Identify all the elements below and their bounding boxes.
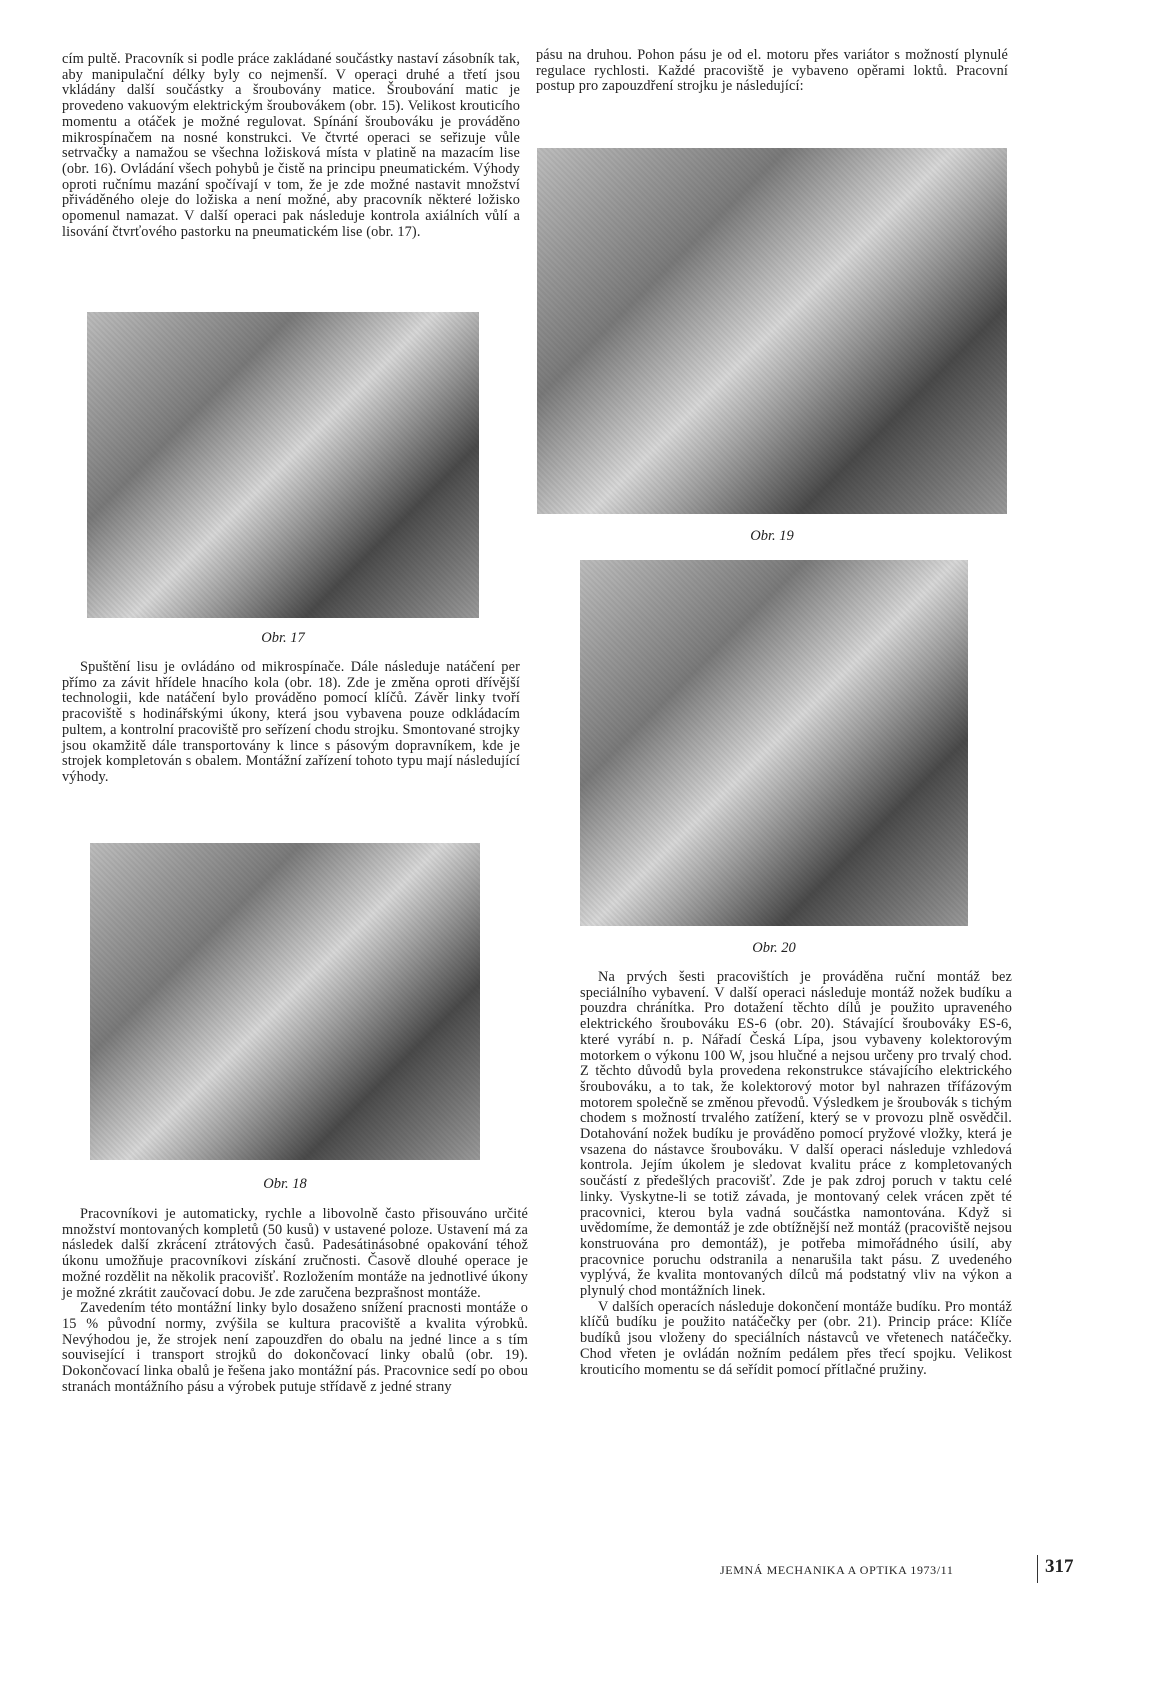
left-column-bottom — [62, 1207, 528, 1395]
caption-obr-20: Obr. 20 — [752, 940, 796, 956]
left-column-top — [62, 52, 520, 240]
paragraph: cím pultě. Pracovník si podle práce zakládané součástky nastaví zásobník tak, aby manipulační délky byly co nejmenší. V operaci druhé a třetí jsou vkládány další součástky a šroubovány matice. Šroubování matic je provedeno vakuovým elektrickým šroubovákem (obr. 15). Velikost krouticího momentu a otáček je možné regulovat. Spínání šroubováku je prováděno mikrospínačem na nosné konstrukci. Ve čtvrté operaci se seřizuje vůle setrvačky a namažou se všechna ložisková místa v platině na mazacím lise (obr. 16). Ovládání všech pohybů je čistě na principu pneumatickém. Výhody oproti ručnímu mazání spočívají v tom, že je zde možné nastavit množství přiváděného oleje do ložiska a není možné, aby pracovník některé ložisko opomenul namazat. V další operaci pak následuje kontrola axiálních vůlí a lisování čtvrťového pastorku na pneumatickém lise (obr. 17). — [62, 51, 520, 240]
caption-obr-19: Obr. 19 — [750, 528, 794, 544]
page-number: 317 — [1045, 1556, 1074, 1577]
paragraph: pásu na druhou. Pohon pásu je od el. motoru přes variátor s možností plynulé regulace rychlosti. Každé pracoviště je vybaveno opěrami loktů. Pracovní postup pro zapouzdření strojku je následující: — [536, 47, 1008, 95]
photo-obr-18 — [90, 843, 480, 1160]
caption-obr-17: Obr. 17 — [261, 630, 305, 646]
caption-obr-18: Obr. 18 — [263, 1176, 307, 1192]
right-column-bottom — [580, 970, 1012, 1378]
photo-obr-19 — [537, 148, 1007, 514]
paragraph: Spuštění lisu je ovládáno od mikrospínače. Dále následuje natáčení per přímo za závit hřídele hnacího kola (obr. 18). Zde je změna oproti dřívější technologii, kde natáčení bylo prováděno pomocí klíčů. Závěr linky tvoří pracoviště s hodinářskými úkony, která jsou vybavena pouze odkládacím pultem, a kontrolní pracoviště pro seřízení chodu strojku. Smontované strojky jsou okamžitě dále transportovány k lince s pásovým dopravníkem, kde je strojek kompletován s obalem. Montážní zařízení tohoto typu mají následující výhody. — [62, 659, 520, 785]
paragraph: V dalších operacích následuje dokončení montáže budíku. Pro montáž klíčů budíku je použito natáčečky per (obr. 21). Princip práce: Klíče budíků jsou vloženy do speciálních nástavců ve vřetenech natáčečky. Chod vřeten je ovládán nožním pedálem přes třecí spojku. Velikost krouticího momentu se dá seřídit pomocí přítlačné pružiny. — [580, 1298, 1012, 1378]
footer-divider — [1037, 1555, 1038, 1583]
photo-obr-17 — [87, 312, 479, 618]
left-column-middle — [62, 660, 520, 786]
right-column-top — [536, 48, 1008, 95]
photo-obr-20 — [580, 560, 968, 926]
paragraph: Na prvých šesti pracovištích je prováděna ruční montáž bez speciálního vybavení. V další operaci následuje montáž nožek budíku a pouzdra chránítka. Pro dotažení těchto dílů je použito upraveného elektrického šroubováku ES-6 (obr. 20). Stávající šroubováky ES-6, které vyrábí n. p. Nářadí Česká Lípa, jsou vybaveny kolektorovým motorkem o výkonu 100 W, jsou hlučné a nejsou určeny pro trvalý chod. Z těchto důvodů byla provedena rekonstrukce stávajícího elektrického šroubováku, a to tak, že kolektorový motor byl nahrazen třífázovým motorem společně se změnou převodů. Výsledkem je šroubovák s tichým chodem s možností trvalého zatížení, který se v provozu plně osvědčil. Dotahování nožek budíku je prováděno pomocí pryžové vložky, která je vsazena do nástavce šroubováku. V další operaci následuje vzhledová kontrola. Jejím úkolem je sledovat kvalitu práce z kompletovaných součástí z předešlých pracovišť. Zde je pak zdroj poruch v taktu celé linky. Vyskytne-li se totiž závada, je montovaný celek vrácen zpět té pracovnici, kterou byla vadná součástka namontována. Když si uvědomíme, že demontáž je zde obtížnější než montáž (pracoviště nejsou konstruována pro demontáž), je potřeba mimořádného úsilí, aby pracovnice poruchu odstranila a nenarušila takt pásu. Z uvedeného vyplývá, že kvalita montovaných dílců má podstatný vliv na výkon a plynulý chod montážních linek. — [580, 969, 1012, 1300]
paragraph: Zavedením této montážní linky bylo dosaženo snížení pracnosti montáže o 15 % původní normy, zvýšila se kultura pracoviště a kvalita výrobků. Nevýhodou je, že strojek není zapouzdřen do obalu na jedné lince a s tím související i transport strojků do dokončovací linky obalů (obr. 19). Dokončovací linka obalů je řešena jako montážní pás. Pracovnice sedí po obou stranách montážního pásu a výrobek putuje střídavě z jedné strany — [62, 1300, 528, 1395]
paragraph: Pracovníkovi je automaticky, rychle a libovolně často přisouváno určité množství montovaných kompletů (50 kusů) v ustavené poloze. Ustavení má za následek další zkrácení ztrátových časů. Padesátinásobné opakování téhož úkonu umožňuje pracovníkovi získání zručnosti. Časově dlouhé operace je možné rozdělit na několik pracovišť. Rozložením montáže na jednotlivé úkony je možné zkrátit zaučovací dobu. Je zde zaručena bezprašnost montáže. — [62, 1206, 528, 1301]
journal-name: JEMNÁ MECHANIKA A OPTIKA 1973/11 — [720, 1563, 954, 1577]
